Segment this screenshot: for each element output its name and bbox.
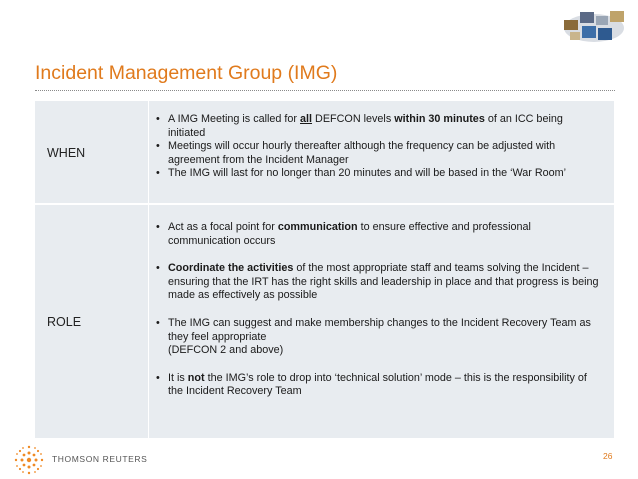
emphasis-all: all	[300, 113, 313, 125]
slide-title: Incident Management Group (IMG)	[35, 62, 338, 84]
table-row-when	[35, 101, 614, 204]
list-item	[155, 262, 600, 303]
text: the IMG’s role to drop into ‘technical solution’ mode – this is the responsibility of the Incident Recovery Team	[168, 371, 587, 398]
text: of an ICC being initiated	[168, 113, 563, 139]
bullet: •	[156, 167, 160, 180]
table-row-role	[35, 205, 614, 438]
list-item	[155, 113, 600, 140]
text: Meetings will occur hourly thereafter although the frequency can be adjusted with agreement from the Incident Manager	[168, 140, 556, 166]
footer-brand-name: THOMSON REUTERS	[52, 454, 148, 464]
list-item	[155, 372, 600, 399]
list-item	[155, 140, 600, 167]
column-divider	[148, 101, 149, 204]
text: The IMG can suggest and make membership changes to the Incident Recovery Team as they feel appropriate	[168, 316, 591, 343]
bullet: •	[156, 113, 160, 125]
when-content	[155, 113, 600, 181]
row-label-when: WHEN	[47, 145, 86, 160]
bullet: •	[156, 316, 160, 329]
column-divider	[148, 205, 149, 438]
text: DEFCON levels	[312, 113, 395, 125]
list-item	[155, 317, 600, 358]
bullet: •	[156, 371, 160, 384]
bullet: •	[156, 140, 160, 153]
info-table	[35, 101, 614, 438]
emphasis-communication: communication	[277, 221, 358, 233]
bullet: •	[156, 221, 160, 233]
text: (DEFCON 2 and above)	[168, 344, 284, 357]
bullet: •	[156, 262, 160, 275]
row-label-role: ROLE	[47, 314, 82, 329]
text: A IMG Meeting is called for	[168, 113, 301, 125]
text: to ensure effective and professional communication occurs	[168, 221, 531, 247]
row-divider	[35, 203, 614, 204]
role-content	[155, 221, 600, 399]
emphasis-within-30: within 30 minutes	[394, 113, 485, 125]
emphasis-not: not	[187, 371, 205, 384]
emphasis-coordinate: Coordinate the activities	[168, 262, 294, 275]
list-item	[155, 167, 600, 181]
text: It is	[168, 371, 188, 384]
list-item	[155, 221, 600, 248]
text: Act as a focal point for	[168, 221, 278, 233]
text: of the most appropriate staff and teams solving the Incident – ensuring that the IRT has the right skills and leadership in place and that progress is being made as effectively as possible	[168, 262, 599, 302]
thomson-reuters-logo-icon	[11, 442, 47, 478]
page-number: 26	[603, 451, 613, 461]
header-photo-collage-graphic	[560, 6, 628, 46]
text: The IMG will last for no longer than 20 minutes and will be based in the ‘War Room’	[168, 167, 567, 180]
title-divider	[35, 90, 615, 91]
